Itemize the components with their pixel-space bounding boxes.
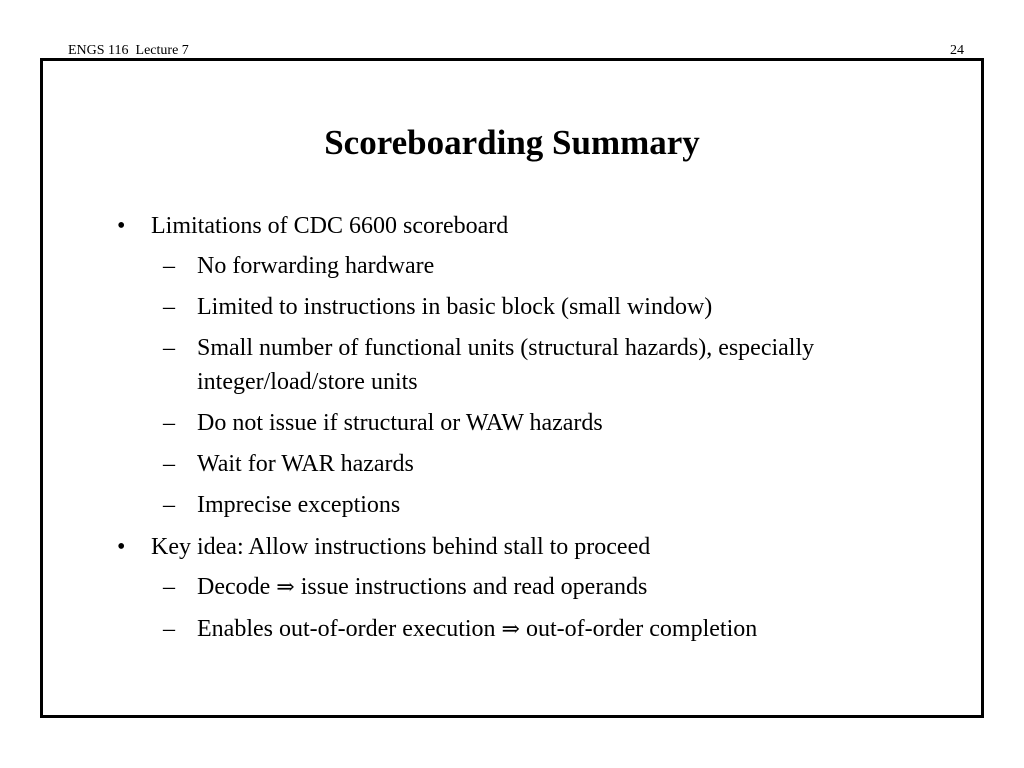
sub-bullet-item bbox=[43, 447, 973, 481]
dash-mark: – bbox=[163, 294, 175, 320]
sub-bullet-text: Imprecise exceptions bbox=[197, 492, 401, 518]
lecture-header: ENGS 116 Lecture 7 bbox=[68, 43, 189, 58]
dash-mark: – bbox=[163, 492, 175, 518]
sub-bullet-text: Limited to instructions in basic block (small window) bbox=[197, 294, 713, 320]
dash-mark: – bbox=[163, 335, 175, 361]
dash-mark: – bbox=[163, 574, 175, 600]
sub-bullet-text-before: Decode bbox=[197, 574, 277, 600]
sub-bullet-item bbox=[43, 290, 973, 324]
sub-bullet-text-after: out-of-order completion bbox=[519, 616, 758, 642]
sub-bullet-text: Wait for WAR hazards bbox=[197, 451, 414, 477]
sub-bullet-item bbox=[43, 488, 973, 522]
dash-mark: – bbox=[163, 616, 175, 642]
bullet-group-key-idea bbox=[43, 532, 973, 647]
sub-bullet-item bbox=[43, 406, 973, 440]
sub-bullet-text: No forwarding hardware bbox=[197, 253, 435, 279]
slide-title: Scoreboarding Summary bbox=[324, 123, 700, 162]
bullet-list bbox=[43, 211, 973, 647]
sub-bullet-text-after: issue instructions and read operands bbox=[294, 574, 648, 600]
bullet-text: Key idea: Allow instructions behind stall to proceed bbox=[151, 534, 651, 560]
implies-arrow-icon: ⇒ bbox=[276, 575, 295, 600]
bullet-item bbox=[43, 211, 973, 241]
bullet-mark: • bbox=[117, 213, 126, 239]
sub-bullet-item bbox=[43, 249, 973, 283]
sub-bullet-text-before: Enables out-of-order execution bbox=[197, 616, 502, 642]
sub-bullet-item bbox=[43, 570, 973, 605]
dash-mark: – bbox=[163, 451, 175, 477]
page-number: 24 bbox=[950, 43, 964, 58]
dash-mark: – bbox=[163, 410, 175, 436]
sub-bullet-item bbox=[43, 612, 973, 647]
sub-bullet-item bbox=[43, 331, 973, 399]
bullet-group-limitations bbox=[43, 211, 973, 522]
bullet-item bbox=[43, 532, 973, 562]
sub-bullet-text: Do not issue if structural or WAW hazards bbox=[197, 410, 603, 436]
dash-mark: – bbox=[163, 253, 175, 279]
implies-arrow-icon: ⇒ bbox=[501, 617, 520, 642]
sub-bullet-text: Small number of functional units (structural hazards), especially integer/load/store units bbox=[197, 335, 815, 395]
slide-frame bbox=[40, 58, 984, 718]
bullet-mark: • bbox=[117, 534, 126, 560]
bullet-text: Limitations of CDC 6600 scoreboard bbox=[151, 213, 509, 239]
